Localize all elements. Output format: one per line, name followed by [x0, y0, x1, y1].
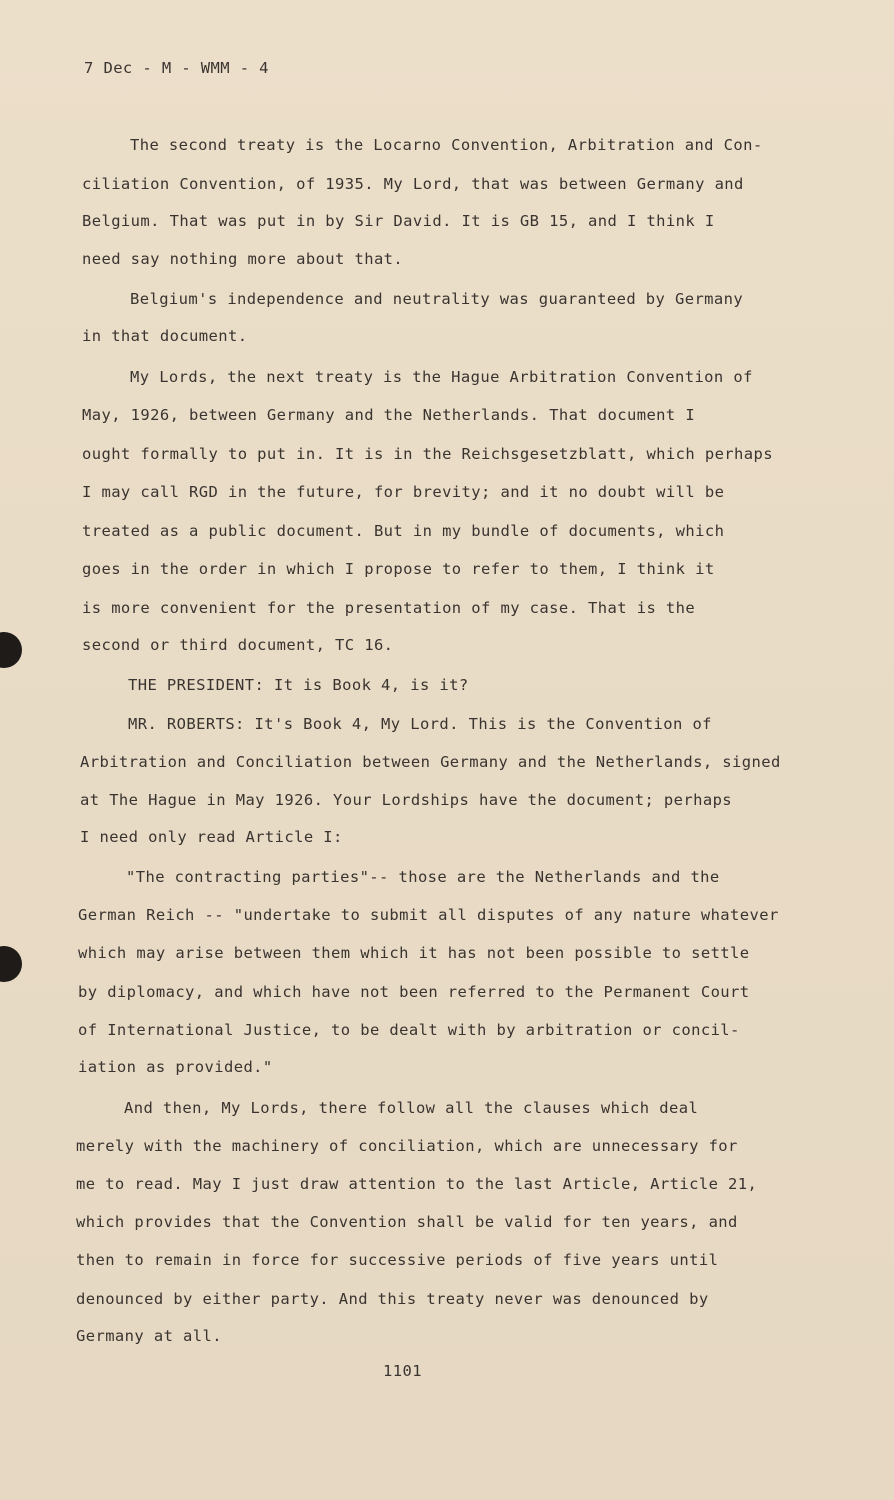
text-line: May, 1926, between Germany and the Netherlands. That document I — [82, 406, 696, 424]
text-line: I need only read Article I: — [80, 828, 343, 846]
text-line: second or third document, TC 16. — [82, 636, 394, 654]
speaker-line: THE PRESIDENT: It is Book 4, is it? — [128, 676, 469, 694]
text-line: treated as a public document. But in my bundle of documents, which — [82, 522, 725, 540]
text-line: in that document. — [82, 327, 248, 345]
text-line: me to read. May I just draw attention to the last Article, Article 21, — [76, 1175, 758, 1193]
punch-hole — [0, 946, 22, 982]
text-line: Germany at all. — [76, 1327, 222, 1345]
text-line: And then, My Lords, there follow all the clauses which deal — [124, 1099, 699, 1117]
text-line: I may call RGD in the future, for brevity; and it no doubt will be — [82, 483, 725, 501]
quote-line: iation as provided." — [78, 1058, 273, 1076]
speaker-line: MR. ROBERTS: It's Book 4, My Lord. This is the Convention of — [128, 715, 712, 733]
text-line: Arbitration and Conciliation between Germany and the Netherlands, signed — [80, 753, 781, 771]
punch-hole — [0, 632, 22, 668]
text-line: need say nothing more about that. — [82, 250, 404, 268]
text-line: denounced by either party. And this treaty never was denounced by — [76, 1290, 709, 1308]
text-line: is more convenient for the presentation of my case. That is the — [82, 599, 696, 617]
quote-line: by diplomacy, and which have not been referred to the Permanent Court — [78, 983, 750, 1001]
page-number: 1101 — [383, 1362, 422, 1380]
page-header: 7 Dec - M - WMM - 4 — [84, 59, 269, 77]
quote-line: which may arise between them which it has not been possible to settle — [78, 944, 750, 962]
quote-line: German Reich -- "undertake to submit all disputes of any nature whatever — [78, 906, 779, 924]
text-line: ought formally to put in. It is in the Reichsgesetzblatt, which perhaps — [82, 445, 773, 463]
text-line: which provides that the Convention shall be valid for ten years, and — [76, 1213, 738, 1231]
text-line: ciliation Convention, of 1935. My Lord, that was between Germany and — [82, 175, 744, 193]
text-line: at The Hague in May 1926. Your Lordships have the document; perhaps — [80, 791, 733, 809]
text-line: My Lords, the next treaty is the Hague Arbitration Convention of — [130, 368, 753, 386]
text-line: then to remain in force for successive periods of five years until — [76, 1251, 719, 1269]
quote-line: of International Justice, to be dealt with by arbitration or concil- — [78, 1021, 740, 1039]
text-line: Belgium. That was put in by Sir David. It is GB 15, and I think I — [82, 212, 715, 230]
quote-line: "The contracting parties"-- those are the Netherlands and the — [126, 868, 720, 886]
text-line: Belgium's independence and neutrality was guaranteed by Germany — [130, 290, 744, 308]
text-line: The second treaty is the Locarno Convention, Arbitration and Con- — [130, 136, 763, 154]
text-line: merely with the machinery of conciliation, which are unnecessary for — [76, 1137, 738, 1155]
text-line: goes in the order in which I propose to refer to them, I think it — [82, 560, 715, 578]
